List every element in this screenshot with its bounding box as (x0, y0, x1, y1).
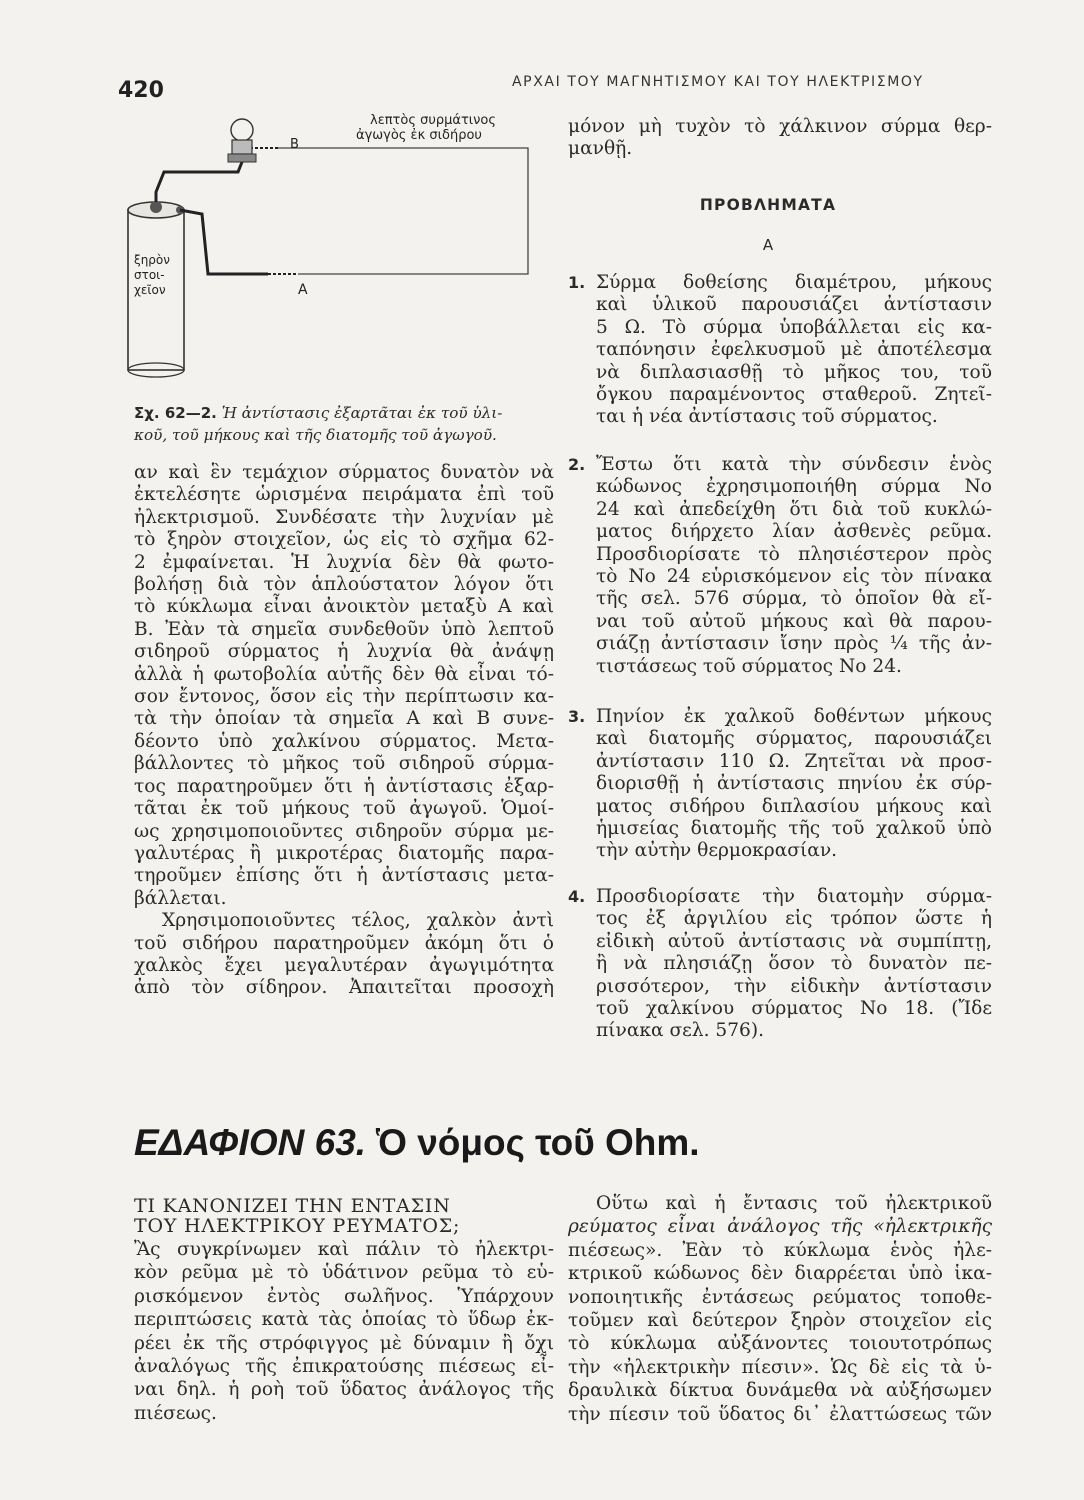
problem-number: 3. (568, 707, 586, 726)
wire-label-line2: ἀγωγὸς ἐκ σιδήρου (356, 128, 482, 143)
caption-line-2: κοῦ, τοῦ μήκους καὶ τῆς διατομῆς τοῦ ἀγωγοῦ. (134, 426, 497, 444)
problem-line: ἀντίστασιν 110 Ω. Ζητεῖται νὰ προσ- (596, 750, 992, 772)
paragraph-line: πιέσεως». Ἐὰν τὸ κύκλωμα ἑνὸς ἠλε- (568, 1239, 992, 1261)
figure-caption (134, 402, 554, 446)
problem-line: σιάζῃ ἀντίστασιν ἴσην πρὸς ¼ τῆς ἀν- (596, 633, 992, 655)
problem-2 (568, 454, 992, 678)
problem-line: νὰ διπλασιασθῇ τὸ μῆκος του, τοῦ (596, 361, 992, 383)
paragraph-line: βάλλεται. (134, 887, 227, 909)
problem-line: ρισσότερον, τὴν εἰδικὴν ἀντίστασιν (596, 975, 992, 997)
problem-line: ταπόνησιν ἐφελκυσμοῦ μὲ ἀποτέλεσμα (596, 339, 992, 361)
problem-line: 5 Ω. Τὸ σύρμα ὑποβάλλεται εἰς κα- (596, 316, 992, 338)
paragraph-line: B. Ἐὰν τὰ σημεῖα συνδεθοῦν ὑπὸ λεπτοῦ (134, 618, 554, 640)
paragraph-line: τὴν πίεσιν τοῦ ὕδατος δι᾽ ἐλαττώσεως τῶν (568, 1403, 992, 1425)
cell-label-line3: χεῖον (134, 283, 166, 297)
paragraph-line: πιέσεως. (134, 1402, 217, 1424)
paragraph-line: τηροῦμεν ἐπίσης ὅτι ἡ ἀντίστασις μετα- (134, 865, 554, 887)
paragraph-line: τος παρατηροῦμεν ὅτι ἡ ἀντίστασις ἐξαρ- (134, 775, 554, 797)
problem-line: 24 καὶ ἀπεδείχθη ὅτι διὰ τοῦ κυκλώ- (596, 498, 992, 520)
lesson-title (134, 1122, 994, 1164)
problem-3 (568, 706, 992, 863)
running-head: ΑΡΧΑΙ ΤΟΥ ΜΑΓΝΗΤΙΣΜΟΥ ΚΑΙ ΤΟΥ ΗΛΕΚΤΡΙΣΜΟΥ (512, 74, 924, 90)
point-b-label: B (290, 137, 299, 152)
paragraph-line: ἠλεκτρισμοῦ. Συνδέσατε τὴν λυχνίαν μὲ (134, 506, 554, 528)
problem-number: 4. (568, 887, 586, 906)
problem-line: ἡμισείας διατομῆς τῆς τοῦ χαλκοῦ ὑπὸ (596, 818, 992, 840)
problem-line: τὸ Νο 24 εὑρισκόμενον εἰς τὸν πίνακα (596, 566, 992, 588)
bottom-left-text (134, 1238, 554, 1425)
paragraph-line: χαλκὸς ἔχει μεγαλυτέραν ἀγωγιμότητα (134, 954, 554, 976)
paragraph-line: τὰ τὴν ὁποίαν τὰ σημεῖα A καὶ B συνε- (134, 708, 554, 730)
paragraph-line: βάλλοντες τὸ μῆκος τοῦ σιδηροῦ σύρμα- (134, 753, 554, 775)
problem-line: τῆς σελ. 576 σύρμα, τὸ ὁποῖον θὰ εἴ- (596, 588, 992, 610)
paragraph-line: δραυλικὰ δίκτυα δυνάμεθα νὰ αὐξήσωμεν (568, 1380, 992, 1402)
caption-line-1: Ἡ ἀντίστασις ἐξαρτᾶται ἐκ τοῦ ὑλι- (221, 404, 503, 422)
paragraph-line: ἀπὸ τὸν σίδηρον. Ἀπαιτεῖται προσοχὴ (134, 977, 554, 999)
paragraph-line: ναι δηλ. ἡ ροὴ τοῦ ὕδατος ἀνάλογος τῆς (134, 1379, 554, 1401)
paragraph-line: σον ἔντονος, ὅσον εἰς τὴν περίπτωσιν κα- (134, 686, 554, 708)
problem-line: Σύρμα δοθείσης διαμέτρου, μήκους (596, 272, 992, 293)
paragraph-line: αν καὶ ἓν τεμάχιον σύρματος δυνατὸν νὰ (134, 462, 554, 483)
problem-line: ματος σιδήρου διπλασίου μήκους καὶ (596, 795, 992, 817)
paragraph-line: περιπτώσεις κατὰ τὰς ὁποίας τὸ ὕδωρ ἐκ- (134, 1309, 554, 1331)
paragraph-line: σιδηροῦ σύρματος ἡ λυχνία θὰ ἀνάψῃ (134, 641, 554, 663)
paragraph-line: τᾶται ἐκ τοῦ μήκους τοῦ ἀγωγοῦ. Ὁμοί- (134, 798, 554, 820)
wire-label-line1: λεπτὸς συρμάτινος (370, 113, 497, 128)
problem-4 (568, 886, 992, 1043)
paragraph-line: ἀναλόγως τῆς ἐπικρατούσης πιέσεως εἶ- (134, 1356, 554, 1378)
problem-line: κώδωνος ἐχρησιμοποιήθη σύρμα Νο (596, 476, 992, 498)
paragraph-line: τοῦ σιδήρου παρατηροῦμεν ἀκόμη ὅτι ὁ (134, 932, 554, 954)
problem-line: καὶ ὑλικοῦ παρουσιάζει ἀντίστασιν (596, 294, 992, 316)
lesson-title-text: Ὁ νόμος τοῦ Ohm. (376, 1122, 700, 1163)
circuit-figure (118, 110, 558, 400)
problem-line: τος ἐξ ἀργιλίου εἰς τρόπον ὥστε ἡ (596, 908, 992, 930)
problem-line: ὄγκου παραμένοντος σταθεροῦ. Ζητεῖ- (596, 384, 992, 406)
paragraph-line: 2 ἐμφαίνεται. Ἡ λυχνία δὲν θὰ φωτο- (134, 551, 554, 573)
problem-line: καὶ διατομῆς σύρματος, παρουσιάζει (596, 728, 992, 750)
paragraph-line: Χρησιμοποιοῦντες τέλος, χαλκὸν ἀντὶ (162, 910, 554, 932)
left-column-text (134, 462, 554, 1000)
paragraph-line: δέοντο ὑπὸ χαλκίνου σύρματος. Μετα- (134, 730, 554, 752)
problem-line: Προσδιορίσατε τὸ πλησιέστερον πρὸς (596, 543, 992, 565)
problem-line: πίνακα σελ. 576). (596, 1020, 765, 1042)
paragraph-line: τὸ ξηρὸν στοιχεῖον, ὡς εἰς τὸ σχῆμα 62- (134, 529, 554, 551)
page-number: 420 (118, 78, 164, 103)
paragraph-line: μόνον μὴ τυχὸν τὸ χάλκινον σύρμα θερ- (568, 116, 992, 137)
question-heading-line-1: ΤΙ ΚΑΝΟΝΙΖΕΙ ΤΗΝ ΕΝΤΑΣΙΝ (134, 1195, 451, 1217)
problem-line: διορισθῇ ἡ ἀντίστασις πηνίου ἐκ σύρ- (596, 773, 992, 795)
lesson-label: ΕΔΑΦΙΟΝ 63. (134, 1122, 367, 1163)
paragraph-line: κὸν ρεῦμα μὲ τὸ ὑδάτινον ρεῦμα τὸ εὑ- (134, 1262, 554, 1284)
problem-line: ἢ νὰ πλησιάζῃ ὅσον τὸ δυνατὸν πε- (596, 953, 992, 975)
paragraph-line: τὸ κύκλωμα εἶναι ἀνοικτὸν μεταξὺ A καὶ (134, 596, 554, 618)
question-heading-line-2: ΤΟΥ ΗΛΕΚΤΡΙΚΟΥ ΡΕΥΜΑΤΟΣ; (134, 1215, 461, 1237)
paragraph-line: τοῦμεν καὶ δεύτερον ξηρὸν στοιχεῖον εἰς (568, 1310, 992, 1332)
point-a-label: A (298, 282, 308, 298)
problems-heading: ΠΡΟΒΛΗΜΑΤΑ (699, 196, 837, 214)
paragraph-line: ρέει ἐκ τῆς στρόφιγγος μὲ δύναμιν ἢ ὄχι (134, 1332, 554, 1354)
problem-line: ματος διήρχετο λίαν ἀσθενὲς ρεῦμα. (596, 521, 992, 543)
problem-number: 1. (568, 273, 586, 292)
paragraph-line: γαλυτέρας ἢ μικροτέρας διατομῆς παρα- (134, 842, 554, 864)
paragraph-line: ἐκτελέσητε ὡρισμένα πειράματα ἐπὶ τοῦ (134, 484, 554, 506)
problem-line: Προσδιορίσατε τὴν διατομὴν σύρμα- (596, 886, 992, 907)
paragraph-line: ρισκόμενον ἐντὸς σωλῆνος. Ὑπάρχουν (134, 1285, 554, 1307)
paragraph-line: κτρικοῦ κώδωνος δὲν διαρρέεται ὑπὸ ἱκα- (568, 1263, 992, 1285)
caption-label: Σχ. 62—2. (134, 404, 217, 422)
paragraph-line: νοποιητικῆς ἐντάσεως ρεύματος τοποθε- (568, 1286, 992, 1308)
problem-line: ται ἡ νέα ἀντίστασις τοῦ σύρματος. (596, 406, 938, 428)
problem-line: τὴν αὐτὴν θερμοκρασίαν. (596, 840, 838, 862)
question-heading (134, 1196, 554, 1236)
paragraph-line: τὴν «ἠλεκτρικὴν πίεσιν». Ὡς δὲ εἰς τὰ ὑ- (568, 1356, 992, 1378)
problem-line: Ἔστω ὅτι κατὰ τὴν σύνδεσιν ἑνὸς (596, 454, 992, 475)
problem-line: τιστάσεως τοῦ σύρματος Νο 24. (596, 655, 902, 677)
paragraph-line: ἀλλὰ ἡ φωτοβολία αὐτῆς δὲν θὰ εἶναι τό- (134, 663, 554, 685)
paragraph-line: μανθῇ. (568, 138, 633, 160)
bottom-right-text (568, 1192, 992, 1426)
paragraph-line: ως χρησιμοποιοῦντες σιδηροῦν σύρμα με- (134, 820, 554, 842)
problem-line: Πηνίον ἐκ χαλκοῦ δοθέντων μήκους (596, 706, 992, 727)
problem-line: τοῦ χαλκίνου σύρματος Νο 18. (Ἴδε (596, 998, 992, 1020)
right-column-intro (568, 116, 992, 161)
problems-subheading: A (762, 236, 774, 254)
cell-label-line1: ξηρὸν (134, 253, 170, 267)
paragraph-line: ρεύματος εἶναι ἀνάλογος τῆς «ἠλεκτρικῆς (568, 1216, 992, 1238)
paragraph-line: Ἂς συγκρίνωμεν καὶ πάλιν τὸ ἠλεκτρι- (134, 1239, 554, 1260)
problem-1 (568, 272, 992, 429)
problem-line: εἰδικὴ αὐτοῦ ἀντίστασις νὰ συμπίπτῃ, (596, 930, 992, 952)
circuit-diagram (118, 110, 558, 400)
paragraph-line: βολήσῃ διὰ τὸν ἁπλούστατον λόγον ὅτι (134, 574, 554, 596)
problem-number: 2. (568, 455, 586, 474)
problem-line: ναι τοῦ αὐτοῦ μήκους καὶ θὰ παρου- (596, 610, 992, 632)
paragraph-line: Οὕτω καὶ ἡ ἔντασις τοῦ ἠλεκτρικοῦ (596, 1193, 992, 1214)
cell-label-line2: στοι- (134, 268, 165, 282)
lamp-icon (228, 119, 256, 162)
paragraph-line: τὸ κύκλωμα αὐξάνοντες τοιουτοτρόπως (568, 1333, 992, 1355)
